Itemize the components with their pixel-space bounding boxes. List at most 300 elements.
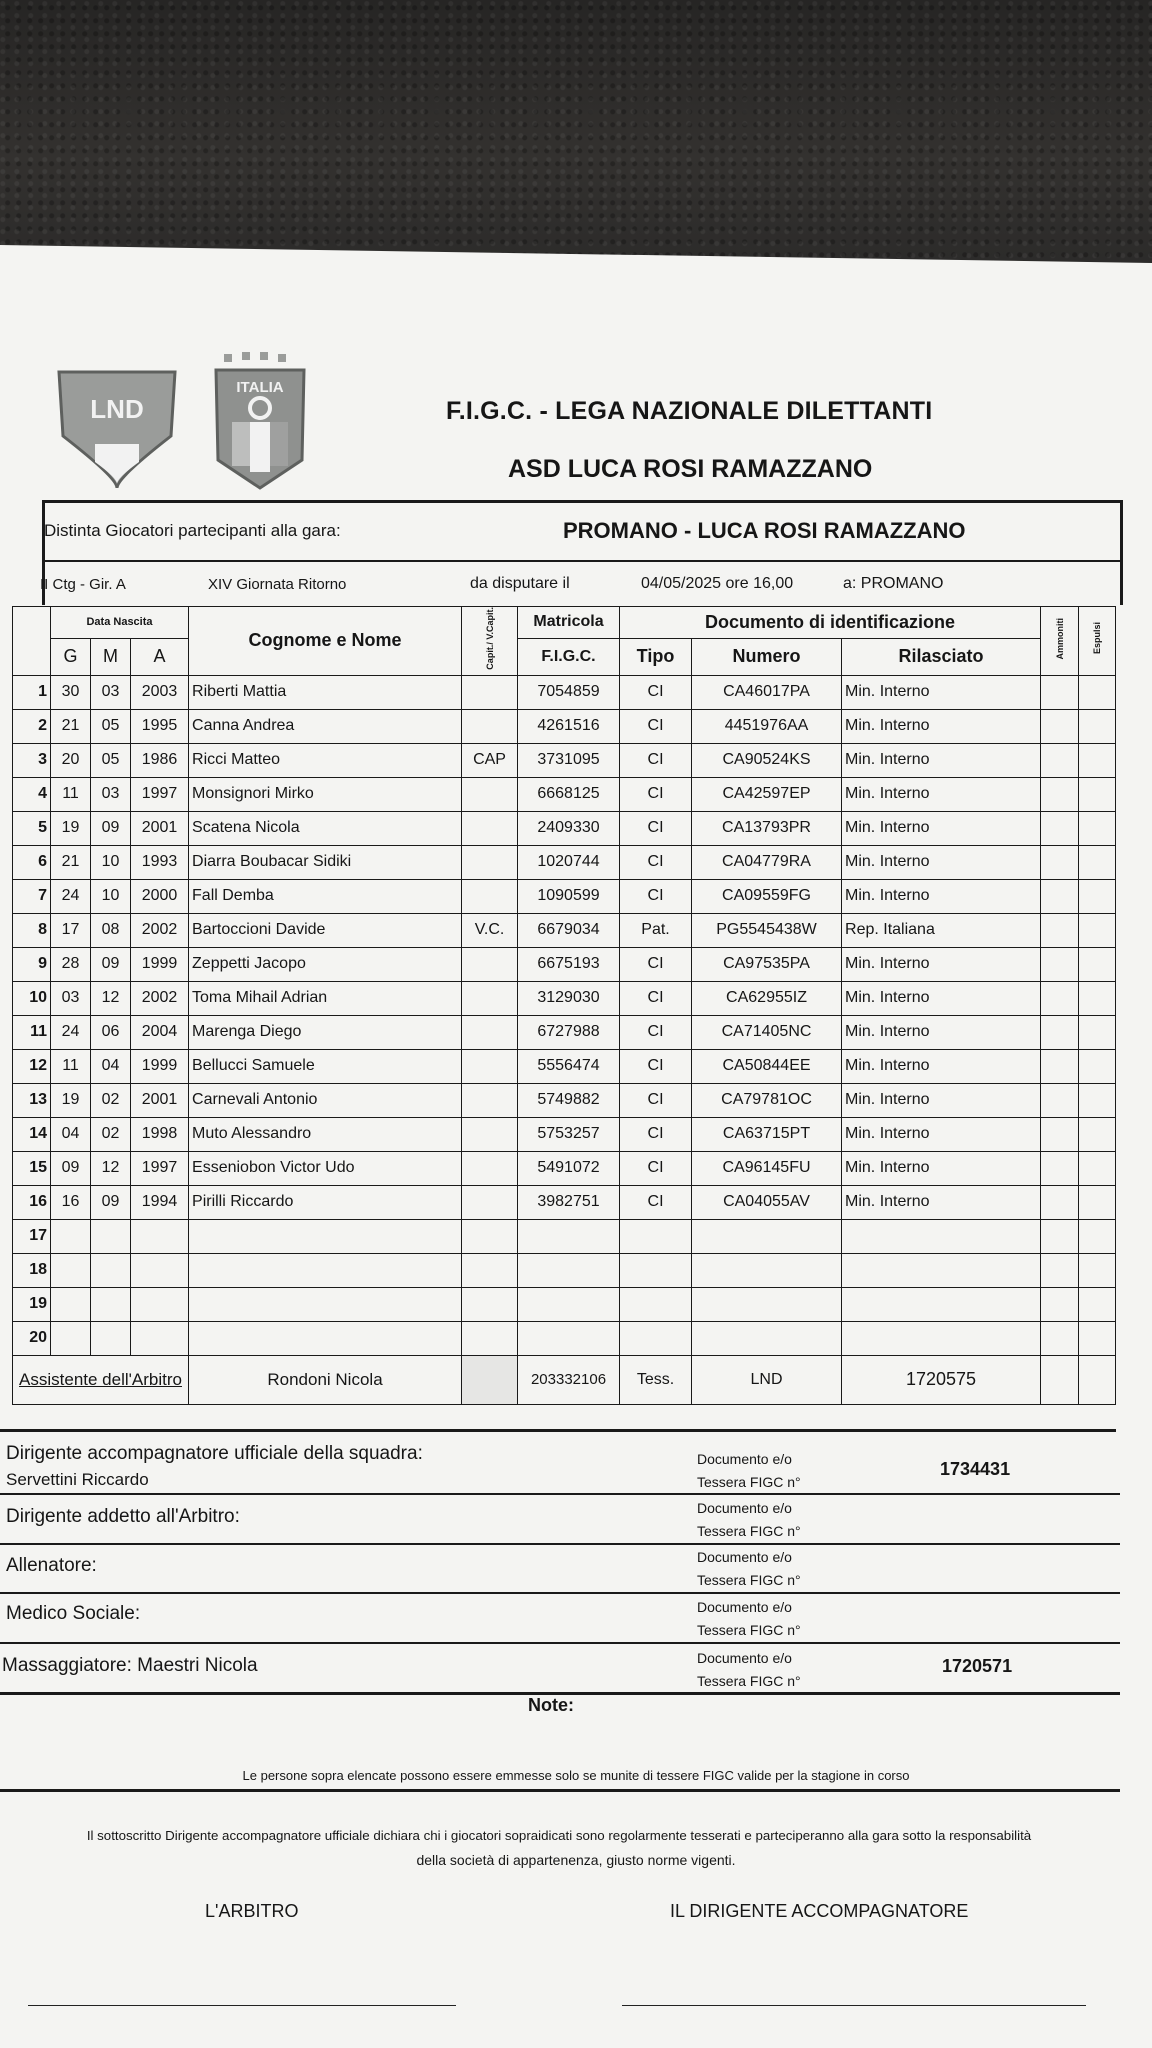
header-ammoniti-text: Ammoniti <box>1054 617 1065 660</box>
matricola: 6679034 <box>518 913 620 947</box>
player-name: Ricci Matteo <box>189 743 462 777</box>
doc-number: 4451976AA <box>692 709 842 743</box>
player-name: Riberti Mattia <box>189 675 462 709</box>
svg-text:ITALIA: ITALIA <box>236 379 284 396</box>
birth-month: 05 <box>91 743 131 777</box>
captain-mark <box>462 811 518 845</box>
header-espulsi <box>1079 607 1116 676</box>
doc-type: CI <box>620 1185 692 1219</box>
header-matricola: Matricola <box>518 607 620 639</box>
matricola <box>518 1219 620 1253</box>
espulsi-cell <box>1079 981 1116 1015</box>
espulsi-cell <box>1079 1049 1116 1083</box>
doc-label-3a: Documento e/o <box>697 1549 792 1565</box>
player-number: 15 <box>13 1151 51 1185</box>
table-row <box>13 1151 1116 1185</box>
captain-mark <box>462 1049 518 1083</box>
doc-type <box>620 1219 692 1253</box>
line-4 <box>0 1642 1120 1644</box>
player-name <box>189 1253 462 1287</box>
player-name: Muto Alessandro <box>189 1117 462 1151</box>
espulsi-cell <box>1079 675 1116 709</box>
table-row <box>13 1015 1116 1049</box>
doc-issuer: Min. Interno <box>842 879 1041 913</box>
header-g: G <box>51 638 91 675</box>
birth-month: 08 <box>91 913 131 947</box>
doc-type: CI <box>620 1015 692 1049</box>
player-name: Bellucci Samuele <box>189 1049 462 1083</box>
birth-month: 06 <box>91 1015 131 1049</box>
matricola: 6675193 <box>518 947 620 981</box>
doc-issuer: Rep. Italiana <box>842 913 1041 947</box>
captain-mark <box>462 1083 518 1117</box>
doc-label-1a: Documento e/o <box>697 1451 792 1467</box>
birth-month: 12 <box>91 981 131 1015</box>
captain-mark <box>462 777 518 811</box>
table-row <box>13 743 1116 777</box>
doc-label-2b: Tessera FIGC n° <box>697 1523 801 1539</box>
player-name: Bartoccioni Davide <box>189 913 462 947</box>
player-number: 5 <box>13 811 51 845</box>
allenatore-label: Allenatore: <box>6 1555 97 1576</box>
captain-mark <box>462 1185 518 1219</box>
dirigente-doc: 1734431 <box>940 1459 1011 1479</box>
doc-type: CI <box>620 709 692 743</box>
birth-year: 1997 <box>131 1151 189 1185</box>
assistant-label: Assistente dell'Arbitro <box>13 1355 189 1404</box>
birth-day: 24 <box>51 879 91 913</box>
header-figc: F.I.G.C. <box>518 638 620 675</box>
espulsi-cell <box>1079 913 1116 947</box>
assistant-esp <box>1079 1355 1116 1404</box>
doc-label-5a: Documento e/o <box>697 1650 792 1666</box>
player-number: 3 <box>13 743 51 777</box>
ammoniti-cell <box>1041 1083 1079 1117</box>
birth-day <box>51 1253 91 1287</box>
player-number: 4 <box>13 777 51 811</box>
player-number: 16 <box>13 1185 51 1219</box>
doc-number: CA96145FU <box>692 1151 842 1185</box>
birth-day: 19 <box>51 811 91 845</box>
player-name: Zeppetti Jacopo <box>189 947 462 981</box>
players-table <box>12 606 1116 1405</box>
table-row <box>13 1219 1116 1253</box>
table-header-row <box>13 607 1116 639</box>
player-name: Scatena Nicola <box>189 811 462 845</box>
category-text: II Ctg - Gir. A <box>40 576 126 593</box>
table-row <box>13 947 1116 981</box>
doc-type: CI <box>620 1151 692 1185</box>
birth-month: 12 <box>91 1151 131 1185</box>
assistant-amm <box>1041 1355 1079 1404</box>
notice-text: Le persone sopra elencate possono essere emmesse solo se munite di tessere FIGC valide per la stagione in corso <box>242 1768 910 1783</box>
ammoniti-cell <box>1041 1185 1079 1219</box>
player-name: Monsignori Mirko <box>189 777 462 811</box>
doc-number <box>692 1287 842 1321</box>
birth-year <box>131 1253 189 1287</box>
dirigente-name: Servettini Riccardo <box>6 1470 149 1489</box>
captain-mark <box>462 845 518 879</box>
header-m: M <box>91 638 131 675</box>
assistant-numero: LND <box>692 1355 842 1404</box>
doc-issuer: Min. Interno <box>842 743 1041 777</box>
birth-month: 09 <box>91 947 131 981</box>
club-title: ASD LUCA ROSI RAMAZZANO <box>508 455 873 483</box>
leather-background <box>0 0 1152 262</box>
table-subheader-row <box>13 638 1116 675</box>
sign-dirigente-label: IL DIRIGENTE ACCOMPAGNATORE <box>670 1901 969 1921</box>
match-title: PROMANO - LUCA ROSI RAMAZZANO <box>563 518 966 543</box>
birth-day: 03 <box>51 981 91 1015</box>
doc-number: CA90524KS <box>692 743 842 777</box>
doc-label-5b: Tessera FIGC n° <box>697 1673 801 1689</box>
doc-label-4a: Documento e/o <box>697 1599 792 1615</box>
birth-month: 05 <box>91 709 131 743</box>
italia-logo-icon <box>210 350 310 490</box>
doc-issuer: Min. Interno <box>842 981 1041 1015</box>
venue-text: a: PROMANO <box>843 575 944 592</box>
doc-type: CI <box>620 981 692 1015</box>
header-espulsi-text: Espulsi <box>1092 622 1103 655</box>
captain-mark <box>462 1015 518 1049</box>
doc-type: CI <box>620 743 692 777</box>
doc-issuer: Min. Interno <box>842 1185 1041 1219</box>
birth-year: 2002 <box>131 981 189 1015</box>
header-num-cell <box>13 607 51 676</box>
doc-type: CI <box>620 811 692 845</box>
birth-month: 09 <box>91 1185 131 1219</box>
doc-number: CA46017PA <box>692 675 842 709</box>
player-name <box>189 1287 462 1321</box>
doc-issuer: Min. Interno <box>842 1151 1041 1185</box>
ammoniti-cell <box>1041 913 1079 947</box>
doc-issuer: Min. Interno <box>842 1117 1041 1151</box>
birth-day: 04 <box>51 1117 91 1151</box>
matricola: 6727988 <box>518 1015 620 1049</box>
player-number: 2 <box>13 709 51 743</box>
captain-mark <box>462 709 518 743</box>
line-1 <box>0 1493 1120 1495</box>
table-row <box>13 1321 1116 1355</box>
ammoniti-cell <box>1041 743 1079 777</box>
player-number: 9 <box>13 947 51 981</box>
doc-number: CA63715PT <box>692 1117 842 1151</box>
table-row <box>13 1083 1116 1117</box>
espulsi-cell <box>1079 743 1116 777</box>
birth-year: 2004 <box>131 1015 189 1049</box>
doc-number: CA04055AV <box>692 1185 842 1219</box>
player-number: 20 <box>13 1321 51 1355</box>
ammoniti-cell <box>1041 1151 1079 1185</box>
birth-year <box>131 1219 189 1253</box>
doc-issuer <box>842 1253 1041 1287</box>
header-rilasciato: Rilasciato <box>842 638 1041 675</box>
svg-text:LND: LND <box>90 394 144 424</box>
doc-number <box>692 1219 842 1253</box>
medico-label: Medico Sociale: <box>6 1603 141 1624</box>
doc-issuer: Min. Interno <box>842 675 1041 709</box>
matricola: 6668125 <box>518 777 620 811</box>
birth-day: 20 <box>51 743 91 777</box>
birth-year: 2001 <box>131 811 189 845</box>
doc-issuer: Min. Interno <box>842 845 1041 879</box>
sign-dirigente-line <box>622 2005 1086 2006</box>
assistant-row <box>13 1355 1116 1404</box>
captain-mark <box>462 1253 518 1287</box>
matricola: 3982751 <box>518 1185 620 1219</box>
birth-month <box>91 1321 131 1355</box>
birth-year: 2003 <box>131 675 189 709</box>
doc-label-3b: Tessera FIGC n° <box>697 1572 801 1588</box>
birth-day <box>51 1219 91 1253</box>
espulsi-cell <box>1079 845 1116 879</box>
header-a: A <box>131 638 189 675</box>
player-name: Pirilli Riccardo <box>189 1185 462 1219</box>
birth-year: 1993 <box>131 845 189 879</box>
player-name: Esseniobon Victor Udo <box>189 1151 462 1185</box>
espulsi-cell <box>1079 1287 1116 1321</box>
captain-mark <box>462 1321 518 1355</box>
espulsi-cell <box>1079 811 1116 845</box>
birth-day: 17 <box>51 913 91 947</box>
espulsi-cell <box>1079 1253 1116 1287</box>
doc-type: CI <box>620 777 692 811</box>
birth-day: 30 <box>51 675 91 709</box>
player-name: Fall Demba <box>189 879 462 913</box>
espulsi-cell <box>1079 1151 1116 1185</box>
doc-number: CA04779RA <box>692 845 842 879</box>
doc-type: CI <box>620 1117 692 1151</box>
table-row <box>13 879 1116 913</box>
ammoniti-cell <box>1041 1117 1079 1151</box>
birth-month: 10 <box>91 879 131 913</box>
birth-month <box>91 1253 131 1287</box>
matricola: 7054859 <box>518 675 620 709</box>
birth-month: 03 <box>91 675 131 709</box>
ammoniti-cell <box>1041 1015 1079 1049</box>
match-info-box <box>42 500 1123 605</box>
doc-number <box>692 1253 842 1287</box>
table-row <box>13 1117 1116 1151</box>
captain-mark <box>462 1117 518 1151</box>
espulsi-cell <box>1079 879 1116 913</box>
doc-number: CA50844EE <box>692 1049 842 1083</box>
round-text: XIV Giornata Ritorno <box>208 576 347 593</box>
player-name: Diarra Boubacar Sidiki <box>189 845 462 879</box>
doc-type <box>620 1321 692 1355</box>
arbitro-label: Dirigente addetto all'Arbitro: <box>6 1506 240 1527</box>
matricola: 2409330 <box>518 811 620 845</box>
player-number: 19 <box>13 1287 51 1321</box>
massaggiatore-label: Massaggiatore: Maestri Nicola <box>2 1655 258 1676</box>
player-name: Toma Mihail Adrian <box>189 981 462 1015</box>
doc-number: CA13793PR <box>692 811 842 845</box>
doc-issuer: Min. Interno <box>842 811 1041 845</box>
birth-year <box>131 1287 189 1321</box>
player-number: 6 <box>13 845 51 879</box>
doc-issuer <box>842 1287 1041 1321</box>
doc-type: CI <box>620 845 692 879</box>
player-name: Canna Andrea <box>189 709 462 743</box>
section-divider <box>0 1429 1116 1432</box>
espulsi-cell <box>1079 1321 1116 1355</box>
assistant-capt <box>462 1355 518 1404</box>
line-3 <box>0 1592 1120 1594</box>
doc-number: CA97535PA <box>692 947 842 981</box>
declaration-line-2: della società di appartenenza, giusto norme vigenti. <box>416 1852 736 1868</box>
birth-month: 02 <box>91 1117 131 1151</box>
player-number: 18 <box>13 1253 51 1287</box>
assistant-tipo: Tess. <box>620 1355 692 1404</box>
espulsi-cell <box>1079 709 1116 743</box>
player-number: 10 <box>13 981 51 1015</box>
matricola: 5491072 <box>518 1151 620 1185</box>
table-row <box>13 1287 1116 1321</box>
birth-day <box>51 1321 91 1355</box>
header-capt <box>462 607 518 676</box>
birth-day: 19 <box>51 1083 91 1117</box>
lnd-logo-icon <box>55 366 179 492</box>
birth-month: 09 <box>91 811 131 845</box>
doc-issuer: Min. Interno <box>842 1049 1041 1083</box>
birth-day: 09 <box>51 1151 91 1185</box>
table-row <box>13 675 1116 709</box>
line-2 <box>0 1543 1120 1545</box>
espulsi-cell <box>1079 777 1116 811</box>
doc-number: CA09559FG <box>692 879 842 913</box>
doc-type: CI <box>620 879 692 913</box>
org-title: F.I.G.C. - LEGA NAZIONALE DILETTANTI <box>446 397 933 425</box>
doc-number: PG5545438W <box>692 913 842 947</box>
dirigente-label: Dirigente accompagnatore ufficiale della squadra: <box>6 1443 423 1464</box>
captain-mark <box>462 1287 518 1321</box>
header-name: Cognome e Nome <box>189 607 462 676</box>
header-numero: Numero <box>692 638 842 675</box>
birth-year: 1986 <box>131 743 189 777</box>
birth-month: 04 <box>91 1049 131 1083</box>
espulsi-cell <box>1079 947 1116 981</box>
table-row <box>13 1185 1116 1219</box>
ammoniti-cell <box>1041 811 1079 845</box>
table-row <box>13 1253 1116 1287</box>
espulsi-cell <box>1079 1015 1116 1049</box>
birth-day: 11 <box>51 1049 91 1083</box>
matricola: 5749882 <box>518 1083 620 1117</box>
birth-month: 02 <box>91 1083 131 1117</box>
birth-year: 1995 <box>131 709 189 743</box>
player-number: 14 <box>13 1117 51 1151</box>
birth-year: 1997 <box>131 777 189 811</box>
captain-mark <box>462 1151 518 1185</box>
doc-number: CA62955IZ <box>692 981 842 1015</box>
player-name <box>189 1321 462 1355</box>
table-row <box>13 913 1116 947</box>
doc-type: CI <box>620 1083 692 1117</box>
sign-arbitro-label: L'ARBITRO <box>205 1901 299 1921</box>
notice-divider <box>0 1789 1120 1792</box>
espulsi-cell <box>1079 1219 1116 1253</box>
birth-day: 16 <box>51 1185 91 1219</box>
player-name: Marenga Diego <box>189 1015 462 1049</box>
sign-arbitro-line <box>28 2005 456 2006</box>
birth-day: 24 <box>51 1015 91 1049</box>
to-play-label: da disputare il <box>470 575 570 592</box>
matricola: 3129030 <box>518 981 620 1015</box>
doc-type: CI <box>620 947 692 981</box>
doc-number: CA42597EP <box>692 777 842 811</box>
doc-label-2a: Documento e/o <box>697 1500 792 1516</box>
doc-number <box>692 1321 842 1355</box>
doc-type: CI <box>620 1049 692 1083</box>
table-row <box>13 709 1116 743</box>
espulsi-cell <box>1079 1185 1116 1219</box>
player-number: 11 <box>13 1015 51 1049</box>
doc-issuer: Min. Interno <box>842 1015 1041 1049</box>
ammoniti-cell <box>1041 1253 1079 1287</box>
player-number: 7 <box>13 879 51 913</box>
birth-month: 10 <box>91 845 131 879</box>
table-row <box>13 1049 1116 1083</box>
massaggiatore-doc: 1720571 <box>942 1656 1013 1676</box>
divider <box>42 560 1120 562</box>
birth-day: 21 <box>51 709 91 743</box>
assistant-ril: 1720575 <box>842 1355 1041 1404</box>
player-name: Carnevali Antonio <box>189 1083 462 1117</box>
doc-issuer: Min. Interno <box>842 709 1041 743</box>
ammoniti-cell <box>1041 879 1079 913</box>
player-number: 13 <box>13 1083 51 1117</box>
doc-label-1b: Tessera FIGC n° <box>697 1474 801 1490</box>
note-label: Note: <box>528 1695 574 1715</box>
doc-issuer: Min. Interno <box>842 1083 1041 1117</box>
distinta-label: Distinta Giocatori partecipanti alla gara: <box>44 521 341 540</box>
birth-month: 03 <box>91 777 131 811</box>
captain-mark <box>462 675 518 709</box>
doc-type <box>620 1253 692 1287</box>
captain-mark <box>462 879 518 913</box>
doc-type: Pat. <box>620 913 692 947</box>
doc-issuer <box>842 1321 1041 1355</box>
birth-month <box>91 1219 131 1253</box>
player-number: 17 <box>13 1219 51 1253</box>
matricola: 4261516 <box>518 709 620 743</box>
ammoniti-cell <box>1041 1219 1079 1253</box>
ammoniti-cell <box>1041 777 1079 811</box>
birth-year: 2002 <box>131 913 189 947</box>
birth-year: 1999 <box>131 947 189 981</box>
birth-day: 28 <box>51 947 91 981</box>
ammoniti-cell <box>1041 1287 1079 1321</box>
espulsi-cell <box>1079 1083 1116 1117</box>
captain-mark <box>462 947 518 981</box>
header-capt-text: Capit./ V.Capit. <box>484 607 495 670</box>
birth-year: 1999 <box>131 1049 189 1083</box>
birth-year: 1994 <box>131 1185 189 1219</box>
header-doc: Documento di identificazione <box>620 607 1041 639</box>
espulsi-cell <box>1079 1117 1116 1151</box>
matricola <box>518 1321 620 1355</box>
ammoniti-cell <box>1041 845 1079 879</box>
birth-month <box>91 1287 131 1321</box>
ammoniti-cell <box>1041 981 1079 1015</box>
birth-day: 11 <box>51 777 91 811</box>
matricola: 1020744 <box>518 845 620 879</box>
matricola: 5556474 <box>518 1049 620 1083</box>
doc-number: CA79781OC <box>692 1083 842 1117</box>
header-ammoniti <box>1041 607 1079 676</box>
matricola: 3731095 <box>518 743 620 777</box>
doc-issuer <box>842 1219 1041 1253</box>
